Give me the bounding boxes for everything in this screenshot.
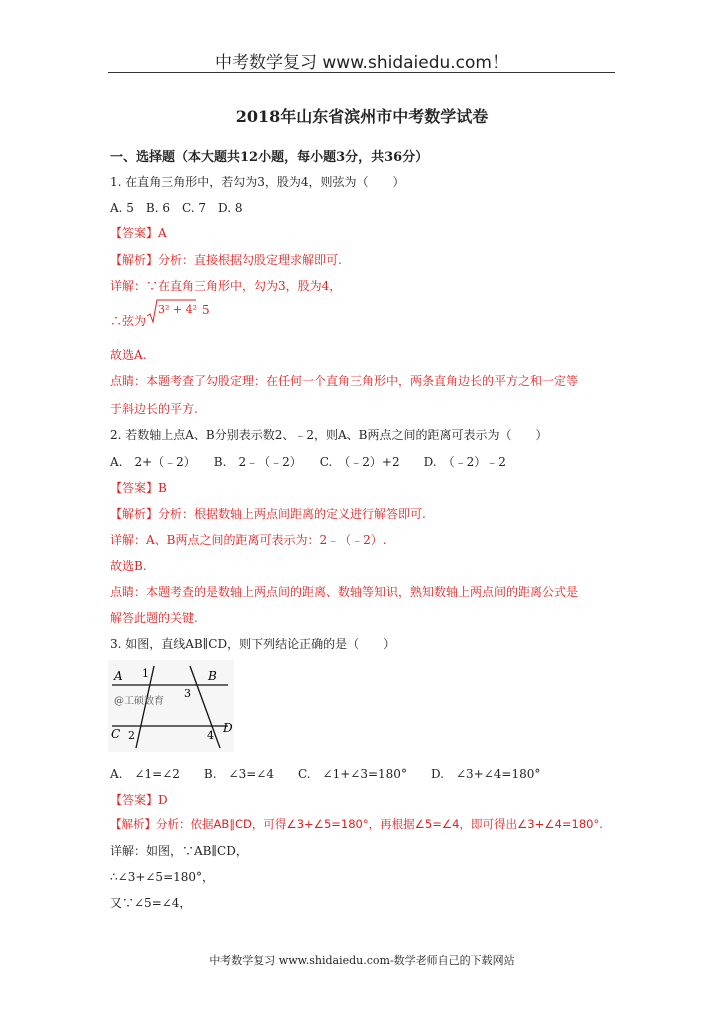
q1-result: 5	[202, 303, 210, 317]
label-c: C	[111, 727, 121, 741]
q1-choose: 故选A.	[110, 348, 147, 362]
q1-analysis: 【解析】分析：直接根据勾股定理求解即可.	[110, 253, 342, 267]
q2-answer: 【答案】B	[110, 481, 167, 495]
page-header: 中考数学复习 www.shidaiedu.com！	[215, 53, 509, 73]
q2-analysis: 【解析】分析：根据数轴上两点间距离的定义进行解答即可.	[110, 507, 426, 521]
q2-choose: 故选B.	[110, 559, 147, 573]
label-angle-1: 1	[142, 667, 149, 680]
q2-comment-line1: 点睛：本题考查的是数轴上两点间的距离、数轴等知识，熟知数轴上两点间的距离公式是	[110, 585, 579, 599]
q2-comment-line2: 解答此题的关键.	[110, 611, 198, 625]
q1-detail: 详解：∵在直角三角形中，勾为3，股为4，	[110, 279, 342, 293]
label-d: D	[223, 721, 233, 735]
q1-answer: 【答案】A	[110, 226, 167, 240]
exam-title: 2018年山东省滨州市中考数学试卷	[235, 107, 489, 126]
q2-options: A. 2+（﹣2） B. 2﹣（﹣2） C. （﹣2）+2 D. （﹣2）﹣2	[110, 455, 506, 469]
q3-analysis: 【解析】分析：依据AB∥CD，可得∠3+∠5=180°，再根据∠5=∠4，即可得出∠3+∠4=180°.	[110, 817, 603, 831]
q1-therefore	[110, 312, 146, 329]
label-angle-4: 4	[207, 729, 214, 742]
q3-options: A. ∠1=∠2 B. ∠3=∠4 C. ∠1+∠3=180° D. ∠3+∠4=180°	[110, 767, 541, 781]
q1-comment-line2: 于斜边长的平方.	[110, 402, 198, 416]
q1-therefore-prefix: ∴弦为	[110, 314, 147, 328]
q1-options: A. 5 B. 6 C. 7 D. 8	[110, 201, 243, 215]
q3-step1: ∴∠3+∠5=180°，	[110, 870, 215, 884]
q2-stem: 2. 若数轴上点A、B分别表示数2、﹣2，则A、B两点之间的距离可表示为（ ）	[110, 428, 548, 442]
q3-answer: 【答案】D	[110, 793, 168, 807]
q1-stem: 1. 在直角三角形中，若勾为3，股为4，则弦为（ ）	[110, 175, 405, 189]
page-footer: 中考数学复习 www.shidaiedu.com-数学老师自己的下载网站	[209, 954, 515, 967]
q3-figure	[108, 660, 234, 752]
header-rule	[108, 72, 615, 73]
label-angle-2: 2	[128, 729, 135, 742]
section-heading: 一、选择题（本大题共12小题，每小题3分，共36分）	[110, 150, 429, 165]
figure-watermark: @工硕数育	[114, 696, 164, 707]
label-b: B	[208, 669, 217, 683]
q3-stem: 3. 如图，直线AB∥CD，则下列结论正确的是（ ）	[110, 637, 396, 651]
label-a: A	[114, 669, 123, 683]
q3-detail: 详解：如图，∵AB∥CD，	[110, 844, 248, 858]
label-angle-3: 3	[184, 687, 191, 700]
q1-comment-line1: 点睛：本题考查了勾股定理：在任何一个直角三角形中，两条直角边长的平方之和一定等	[110, 374, 579, 388]
q3-step2: 又∵∠5=∠4，	[110, 896, 192, 910]
q2-detail: 详解：A、B两点之间的距离可表示为：2﹣（﹣2）.	[110, 533, 387, 547]
q1-sqrt-expression: 3² + 4²	[158, 303, 198, 316]
